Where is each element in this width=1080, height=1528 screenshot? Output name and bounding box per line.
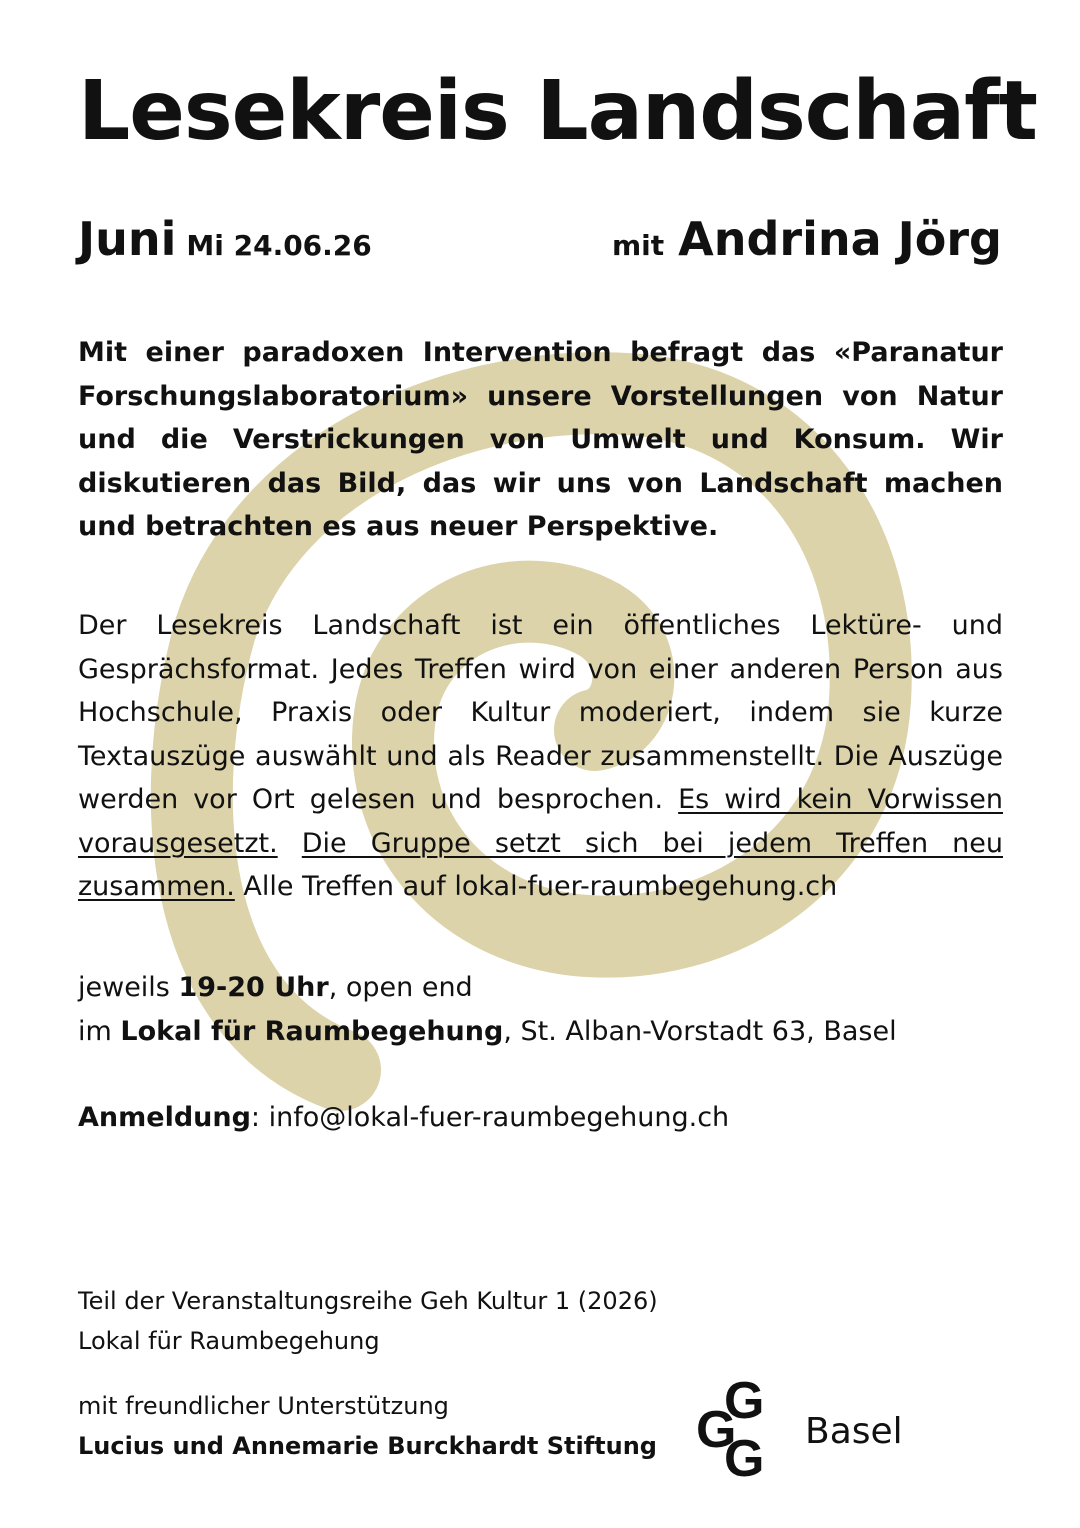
schedule-time: 19-20 Uhr bbox=[178, 972, 329, 1003]
schedule-block bbox=[78, 966, 1003, 1053]
underlined-statement-group: Die Gruppe setzt sich bei jedem Treffen neu zusammen. bbox=[78, 827, 1003, 902]
event-month: Juni bbox=[78, 212, 177, 266]
venue-address: , St. Alban-Vorstadt 63, Basel bbox=[503, 1015, 897, 1047]
logo-city: Basel bbox=[805, 1411, 903, 1452]
ggg-basel-logo bbox=[696, 1372, 926, 1488]
event-weekday-date: Mi 24.06.26 bbox=[186, 229, 372, 262]
host-name: Andrina Jörg bbox=[678, 212, 1002, 266]
logo-letter-top: G bbox=[724, 1372, 765, 1430]
footer-sponsor: Lucius und Annemarie Burckhardt Stiftung bbox=[78, 1432, 657, 1460]
description-paragraph bbox=[78, 604, 1003, 909]
description-website-note: Alle Treffen auf lokal-fuer-raumbegehung.ch bbox=[243, 871, 838, 902]
footer-series: Teil der Veranstaltungsreihe Geh Kultur 1 (2026) bbox=[78, 1287, 658, 1315]
location-prefix: im bbox=[78, 1015, 112, 1047]
event-date bbox=[78, 212, 372, 266]
footer-support-block bbox=[78, 1386, 657, 1466]
registration-separator: : bbox=[250, 1102, 261, 1133]
page-title: Lesekreis Landschaft bbox=[78, 64, 1037, 159]
registration-line bbox=[78, 1096, 1003, 1140]
host-prefix: mit bbox=[611, 229, 665, 262]
underlined-statement-prior-knowledge: Es wird kein Vorwissen vorausgesetzt. bbox=[78, 784, 1003, 859]
registration-label: Anmeldung bbox=[78, 1102, 251, 1133]
registration-email: info@lokal-fuer-raumbegehung.ch bbox=[268, 1102, 730, 1133]
footer-series-block bbox=[78, 1281, 658, 1361]
description-text: Der Lesekreis Landschaft ist ein öffentliches Lektüre- und Gesprächsformat. Jedes Treffen wird von einer anderen Person aus Hochschule, Praxis oder Kultur moderiert, indem sie kurze Textauszüge auswählt und als Reader zusammenstellt. Die Auszüge werden vor Ort gelesen und besprochen. bbox=[78, 610, 1003, 815]
schedule-suffix: , open end bbox=[328, 972, 473, 1003]
footer-organizer: Lokal für Raumbegehung bbox=[78, 1327, 380, 1355]
logo-letter-bottom: G bbox=[724, 1430, 765, 1488]
schedule-prefix: jeweils bbox=[78, 972, 170, 1003]
footer-support-label: mit freundlicher Unterstützung bbox=[78, 1392, 449, 1420]
logo-letter-middle: G bbox=[696, 1401, 737, 1459]
venue-name: Lokal für Raumbegehung bbox=[120, 1015, 504, 1047]
event-host bbox=[612, 212, 1002, 266]
intro-paragraph: Mit einer paradoxen Intervention befragt das «Paranatur Forschungslaboratorium» unsere Vorstellungen von Natur und die Verstrickungen von Umwelt und Konsum. Wir diskutieren das Bild, das wir uns von Landschaft machen und betrachten es aus neuer Perspektive. bbox=[78, 337, 1003, 542]
